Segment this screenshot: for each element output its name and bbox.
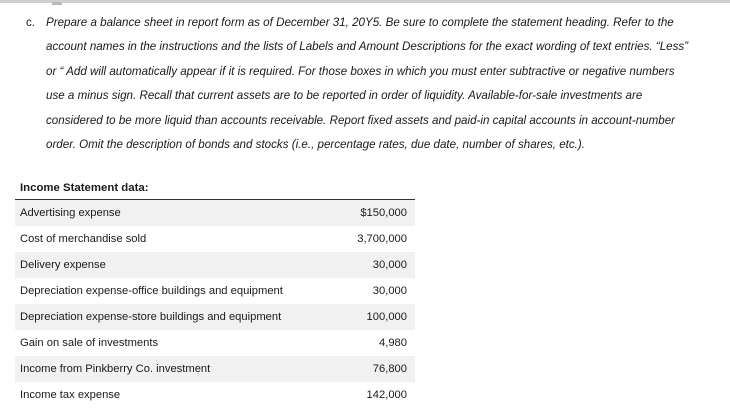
top-divider <box>0 0 730 3</box>
instructions-text <box>26 11 712 157</box>
income-statement-table <box>15 178 415 408</box>
row-label: Delivery expense <box>20 259 106 271</box>
table-row <box>15 252 415 278</box>
instruction-line-1 <box>26 11 712 35</box>
row-amount: 100,000 <box>366 311 407 323</box>
instruction-line-4: use a minus sign. Recall that current assets are to be reported in order of liquidity. Available-for-sale investments are <box>46 89 643 103</box>
table-row <box>15 330 415 356</box>
table-row <box>15 382 415 408</box>
row-amount: 30,000 <box>372 259 407 271</box>
top-divider-marker <box>52 2 62 5</box>
instruction-line-3: or “ Add will automatically appear if it is required. For those boxes in which you must enter subtractive or negative numbers <box>46 64 675 78</box>
row-amount: 142,000 <box>366 389 407 401</box>
table-title: Income Statement data: <box>15 178 415 200</box>
row-label: Advertising expense <box>20 207 121 219</box>
table-row <box>15 304 415 330</box>
step-marker: c. <box>26 16 36 29</box>
row-label: Depreciation expense-store buildings and equipment <box>20 311 282 323</box>
row-label: Income from Pinkberry Co. investment <box>20 363 211 375</box>
row-label: Income tax expense <box>20 389 121 401</box>
row-label: Depreciation expense-office buildings and equipment <box>20 285 283 297</box>
row-label: Gain on sale of investments <box>20 337 159 349</box>
table-row <box>15 226 415 252</box>
instruction-line-1-text: Prepare a balance sheet in report form as of December 31, 20Y5. Be sure to complete the statement heading. Refer to the <box>46 16 674 29</box>
row-amount: 3,700,000 <box>357 233 407 245</box>
row-amount: 76,800 <box>372 363 407 375</box>
table-row <box>15 200 415 226</box>
instruction-line-5: considered to be more liquid than accounts receivable. Report fixed assets and paid-in capital accounts in account-number <box>46 113 676 127</box>
instruction-line-6: order. Omit the description of bonds and stocks (i.e., percentage rates, due date, number of shares, etc.). <box>46 138 585 152</box>
row-amount: 4,980 <box>379 337 407 349</box>
row-label: Cost of merchandise sold <box>20 233 147 245</box>
row-amount: 30,000 <box>372 285 407 297</box>
table-row <box>15 278 415 304</box>
row-amount: $150,000 <box>360 207 407 219</box>
instruction-line-2: account names in the instructions and the lists of Labels and Amount Descriptions for the exact wording of text entries. “Less” <box>46 40 689 54</box>
table-row <box>15 356 415 382</box>
